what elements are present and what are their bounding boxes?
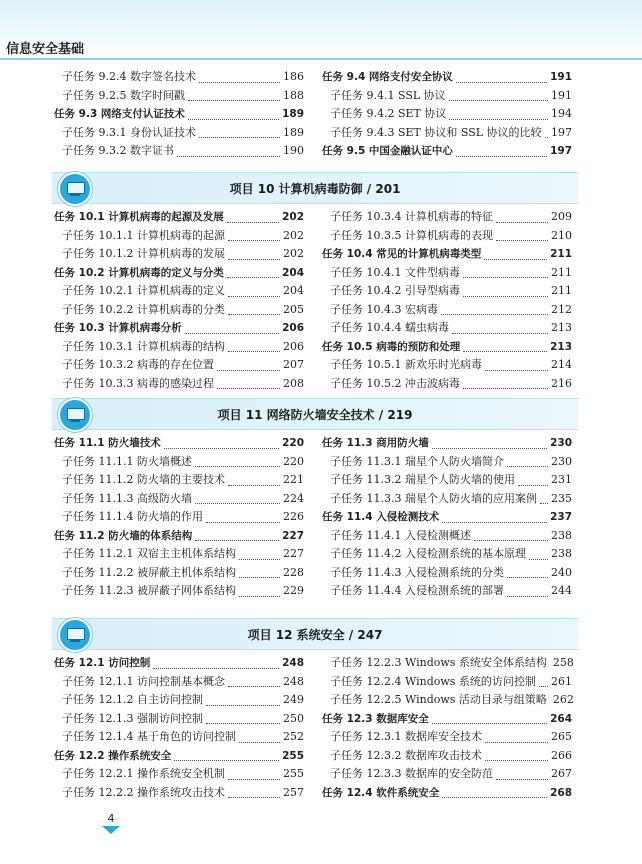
entry-page-number: 248 [282, 657, 304, 669]
toc-task-entry[interactable] [322, 508, 572, 527]
entry-page-number: 237 [550, 511, 572, 523]
dot-leader [474, 530, 548, 541]
dot-leader [153, 658, 279, 669]
entry-label: 子任务 9.2.4 数字签名技术 [62, 70, 196, 83]
toc-subtask-entry[interactable] [54, 710, 304, 729]
entry-label: 子任务 12.2.2 操作系统攻击技术 [62, 785, 225, 799]
dot-leader [496, 212, 548, 223]
entry-page-number: 208 [283, 376, 304, 390]
dot-leader [228, 676, 280, 687]
entry-label: 子任务 11.4.2 入侵检测系统的基本原理 [330, 547, 526, 560]
toc-subtask-entry[interactable] [54, 68, 304, 87]
toc-subtask-entry[interactable] [54, 375, 304, 394]
entry-label: 子任务 9.4.2 SET 协议 [330, 107, 447, 120]
entry-label: 任务 10.3 计算机病毒分析 [54, 322, 182, 334]
entry-label: 任务 12.1 访问控制 [54, 657, 151, 669]
entry-page-number: 264 [550, 712, 572, 725]
dot-leader [206, 713, 280, 724]
dot-leader [228, 787, 280, 798]
toc-subtask-entry[interactable] [322, 582, 572, 601]
toc-column-left [54, 208, 304, 393]
entry-page-number: 261 [551, 674, 572, 688]
dot-leader [507, 567, 548, 578]
toc-task-entry[interactable] [322, 338, 572, 357]
dot-leader [507, 586, 548, 597]
entry-page-number: 258 [552, 656, 574, 669]
entry-page-number: 204 [282, 266, 304, 279]
toc-subtask-entry[interactable] [322, 673, 572, 692]
toc-subtask-entry[interactable] [322, 87, 572, 106]
entry-label: 子任务 9.2.5 数字时间戳 [62, 88, 185, 102]
dot-leader [228, 249, 280, 260]
dot-leader [518, 475, 548, 486]
toc-subtask-entry[interactable] [322, 124, 572, 143]
toc-task-entry[interactable] [54, 434, 304, 453]
dot-leader [452, 323, 548, 334]
entry-page-number: 250 [283, 711, 304, 725]
entry-page-number: 206 [282, 322, 304, 334]
toc-subtask-entry[interactable] [322, 728, 572, 747]
entry-label: 任务 9.5 中国金融认证中心 [322, 145, 453, 157]
toc-subtask-entry[interactable] [54, 453, 304, 472]
entry-page-number: 238 [551, 528, 572, 542]
entry-label: 任务 10.5 病毒的预防和处理 [322, 340, 461, 353]
entry-page-number: 211 [550, 248, 572, 260]
toc-task-entry[interactable] [54, 319, 304, 338]
toc-subtask-entry[interactable] [322, 654, 572, 673]
entry-page-number: 202 [282, 211, 304, 223]
toc-subtask-entry[interactable] [54, 142, 304, 161]
book-title: 信息安全基础 [6, 42, 85, 57]
toc-subtask-entry[interactable] [322, 527, 572, 546]
toc-subtask-entry[interactable] [322, 264, 572, 283]
entry-page-number: 214 [551, 358, 572, 371]
entry-label: 子任务 9.3.2 数字证书 [62, 144, 174, 157]
entry-label: 子任务 10.1.2 计算机病毒的发展 [62, 247, 225, 260]
dot-leader [164, 438, 279, 449]
entry-label: 子任务 10.5.1 新欢乐时光病毒 [330, 358, 482, 371]
entry-label: 子任务 11.3.1 瑞星个人防火墙简介 [330, 454, 504, 468]
dot-leader [174, 750, 279, 761]
entry-label: 子任务 12.1.2 自主访问控制 [62, 693, 203, 706]
dot-leader [177, 146, 280, 157]
entry-label: 子任务 11.2.1 双宿主主机体系结构 [62, 547, 236, 560]
entry-label: 子任务 10.5.2 冲击波病毒 [330, 376, 460, 390]
dot-leader [485, 732, 548, 743]
entry-page-number: 197 [551, 125, 572, 139]
toc-column-right [322, 654, 572, 802]
dot-leader [463, 286, 548, 297]
toc-subtask-entry[interactable] [54, 564, 304, 583]
entry-page-number: 229 [283, 584, 304, 597]
toc-column-left [54, 434, 304, 601]
entry-page-number: 227 [282, 529, 304, 542]
toc-subtask-entry[interactable] [322, 375, 572, 394]
entry-label: 子任务 10.2.1 计算机病毒的定义 [62, 284, 225, 297]
entry-page-number: 202 [283, 228, 304, 242]
toc-subtask-entry[interactable] [322, 564, 572, 583]
entry-page-number: 190 [283, 144, 304, 157]
entry-label: 任务 10.2 计算机病毒的定义与分类 [54, 266, 224, 279]
dot-leader [485, 360, 548, 371]
entry-page-number: 191 [551, 88, 572, 102]
dot-leader [463, 378, 548, 389]
toc-task-entry[interactable] [322, 710, 572, 729]
entry-page-number: 257 [283, 785, 304, 799]
entry-label: 任务 9.3 网络支付认证技术 [54, 108, 185, 120]
dot-leader [449, 109, 548, 120]
toc-task-entry[interactable] [322, 784, 572, 803]
toc-subtask-entry[interactable] [322, 319, 572, 338]
entry-label: 子任务 9.4.1 SSL 协议 [330, 88, 446, 102]
entry-page-number: 255 [283, 767, 304, 780]
entry-page-number: 194 [551, 107, 572, 120]
toc-subtask-entry[interactable] [54, 545, 304, 564]
entry-label: 子任务 9.4.3 SET 协议和 SSL 协议的比较 [330, 125, 542, 139]
project-title: 项目 12 系统安全 / 247 [247, 628, 383, 642]
toc-subtask-entry[interactable] [322, 208, 572, 227]
page-number: 4 [107, 812, 115, 825]
entry-label: 子任务 10.4.1 文件型病毒 [330, 265, 460, 279]
dot-leader [485, 750, 548, 761]
dot-leader [217, 378, 280, 389]
entry-page-number: 235 [551, 491, 572, 505]
entry-label: 子任务 10.1.1 计算机病毒的起源 [62, 228, 225, 242]
toc-subtask-entry[interactable] [54, 691, 304, 710]
entry-page-number: 207 [283, 358, 304, 371]
toc-subtask-entry[interactable] [54, 784, 304, 803]
entry-page-number: 255 [282, 749, 304, 762]
entry-label: 任务 9.4 网络支付安全协议 [322, 71, 453, 83]
entry-page-number: 267 [551, 767, 572, 780]
toc-subtask-entry[interactable] [322, 282, 572, 301]
entry-label: 子任务 10.3.4 计算机病毒的特征 [330, 210, 493, 223]
toc-subtask-entry[interactable] [54, 301, 304, 320]
toc-subtask-entry[interactable] [54, 673, 304, 692]
dot-leader [185, 323, 279, 334]
toc-task-entry[interactable] [54, 654, 304, 673]
toc-subtask-entry[interactable] [54, 490, 304, 509]
toc-subtask-entry[interactable] [54, 728, 304, 747]
dot-leader [228, 286, 280, 297]
toc-subtask-entry[interactable] [322, 356, 572, 375]
toc-task-entry[interactable] [54, 747, 304, 766]
computer-monitor-icon [58, 398, 92, 432]
entry-label: 子任务 11.2.3 被屏蔽子网体系结构 [62, 584, 236, 597]
toc-subtask-entry[interactable] [322, 453, 572, 472]
entry-page-number: 228 [283, 565, 304, 579]
entry-page-number: 238 [551, 547, 572, 560]
entry-page-number: 231 [551, 473, 572, 486]
project-banner [52, 172, 578, 204]
entry-label: 子任务 12.3.2 数据库攻击技术 [330, 748, 482, 762]
entry-page-number: 213 [550, 340, 572, 353]
entry-page-number: 226 [283, 510, 304, 523]
toc-subtask-entry[interactable] [322, 747, 572, 766]
toc-task-entry[interactable] [322, 245, 572, 264]
entry-label: 子任务 9.3.1 身份认证技术 [62, 125, 196, 139]
entry-page-number: 220 [283, 454, 304, 468]
dot-leader [227, 212, 279, 223]
toc-task-entry[interactable] [322, 142, 572, 161]
toc-subtask-entry[interactable] [322, 105, 572, 124]
dot-leader [228, 304, 280, 315]
toc-task-entry[interactable] [54, 208, 304, 227]
toc-task-entry[interactable] [54, 527, 304, 546]
entry-label: 子任务 12.3.1 数据库安全技术 [330, 730, 482, 743]
dot-leader [228, 475, 280, 486]
toc-subtask-entry[interactable] [322, 227, 572, 246]
entry-label: 子任务 11.1.3 高级防火墙 [62, 491, 192, 505]
page-marker-triangle-icon [102, 826, 120, 834]
dot-leader [496, 230, 548, 241]
project-title: 项目 10 计算机病毒防御 / 201 [229, 182, 401, 196]
dot-leader [449, 90, 548, 101]
dot-leader [199, 127, 280, 138]
dot-leader [239, 567, 280, 578]
toc-subtask-entry[interactable] [322, 765, 572, 784]
project-title: 项目 11 网络防火墙安全技术 / 219 [217, 408, 413, 422]
project-banner [52, 618, 578, 650]
entry-label: 子任务 10.3.1 计算机病毒的结构 [62, 339, 225, 353]
toc-subtask-entry[interactable] [54, 245, 304, 264]
entry-page-number: 216 [551, 376, 572, 390]
entry-page-number: 221 [283, 473, 304, 486]
entry-page-number: 227 [283, 547, 304, 560]
dot-leader [463, 341, 547, 352]
toc-subtask-entry[interactable] [54, 471, 304, 490]
entry-page-number: 211 [551, 265, 572, 279]
dot-leader [239, 549, 280, 560]
dot-leader [432, 713, 547, 724]
entry-label: 子任务 11.1.1 防火墙概述 [62, 454, 192, 468]
dot-leader [195, 493, 280, 504]
toc-subtask-entry[interactable] [54, 124, 304, 143]
toc-subtask-entry[interactable] [54, 765, 304, 784]
entry-page-number: 268 [550, 786, 572, 799]
toc-task-entry[interactable] [54, 105, 304, 124]
entry-page-number: 206 [283, 339, 304, 353]
entry-page-number: 189 [282, 108, 304, 120]
dot-leader [195, 456, 280, 467]
computer-monitor-icon [58, 172, 92, 206]
entry-label: 子任务 11.4.3 入侵检测系统的分类 [330, 565, 504, 579]
entry-page-number: 209 [551, 210, 572, 223]
entry-page-number: 252 [283, 730, 304, 743]
dot-leader [217, 360, 280, 371]
dot-leader [206, 512, 280, 523]
dot-leader [441, 304, 548, 315]
toc-column-right [322, 434, 572, 601]
entry-label: 子任务 12.1.1 访问控制基本概念 [62, 674, 225, 688]
toc-subtask-entry[interactable] [54, 582, 304, 601]
header-rule [0, 58, 642, 60]
toc-subtask-entry[interactable] [54, 338, 304, 357]
entry-label: 任务 11.1 防火墙技术 [54, 437, 161, 449]
entry-label: 子任务 10.3.2 病毒的存在位置 [62, 358, 214, 371]
entry-label: 子任务 10.3.5 计算机病毒的表现 [330, 228, 493, 242]
entry-label: 子任务 12.2.5 Windows 活动目录与组策略 [330, 693, 547, 706]
entry-page-number: 249 [283, 693, 304, 706]
entry-label: 任务 11.4 入侵检测技术 [322, 511, 440, 523]
entry-page-number: 205 [283, 302, 304, 316]
entry-label: 子任务 11.1.4 防火墙的作用 [62, 510, 203, 523]
entry-label: 子任务 12.1.3 强制访问控制 [62, 711, 203, 725]
entry-page-number: 204 [283, 284, 304, 297]
entry-label: 任务 12.2 操作系统安全 [54, 749, 172, 762]
toc-subtask-entry[interactable] [54, 87, 304, 106]
entry-page-number: 266 [551, 748, 572, 762]
toc-column-left [54, 68, 304, 161]
entry-label: 子任务 12.3.3 数据库的安全防范 [330, 767, 493, 780]
dot-leader [206, 695, 280, 706]
toc-subtask-entry[interactable] [54, 508, 304, 527]
entry-label: 任务 11.2 防火墙的体系结构 [54, 529, 193, 542]
toc-subtask-entry[interactable] [322, 490, 572, 509]
toc-column-right [322, 208, 572, 393]
entry-page-number: 202 [283, 247, 304, 260]
dot-leader [496, 769, 548, 780]
entry-label: 子任务 10.4.4 蠕虫病毒 [330, 321, 449, 334]
dot-leader [228, 230, 280, 241]
toc-subtask-entry[interactable] [322, 471, 572, 490]
dot-leader [442, 787, 547, 798]
toc-task-entry[interactable] [54, 264, 304, 283]
entry-label: 子任务 10.3.3 病毒的感染过程 [62, 376, 214, 390]
dot-leader [456, 146, 547, 157]
entry-page-number: 248 [283, 674, 304, 688]
entry-page-number: 265 [551, 730, 572, 743]
toc-task-entry[interactable] [322, 68, 572, 87]
entry-label: 子任务 12.2.3 Windows 系统安全体系结构 [330, 656, 547, 669]
entry-page-number: 191 [550, 71, 572, 83]
entry-page-number: 212 [551, 302, 572, 316]
dot-leader [239, 732, 280, 743]
page-footer [101, 812, 121, 834]
entry-label: 子任务 12.2.4 Windows 系统的访问控制 [330, 674, 536, 688]
dot-leader [239, 586, 280, 597]
entry-label: 子任务 11.3.2 瑞星个人防火墙的使用 [330, 473, 515, 486]
entry-label: 任务 10.1 计算机病毒的起源及发展 [54, 211, 224, 223]
toc-column-right [322, 68, 572, 161]
toc-task-entry[interactable] [322, 434, 572, 453]
entry-page-number: 230 [551, 454, 572, 468]
dot-leader [529, 549, 548, 560]
dot-leader [188, 109, 279, 120]
entry-label: 子任务 11.1.2 防火墙的主要技术 [62, 473, 225, 486]
dot-leader [539, 676, 548, 687]
entry-page-number: 224 [283, 491, 304, 505]
entry-label: 任务 12.3 数据库安全 [322, 712, 429, 725]
entry-page-number: 262 [552, 693, 574, 706]
entry-page-number: 210 [551, 228, 572, 242]
entry-label: 子任务 10.2.2 计算机病毒的分类 [62, 302, 225, 316]
entry-page-number: 186 [283, 70, 304, 83]
entry-page-number: 189 [283, 125, 304, 139]
entry-label: 任务 10.4 常见的计算机病毒类型 [322, 248, 482, 260]
dot-leader [228, 341, 280, 352]
entry-page-number: 213 [551, 321, 572, 334]
toc-subtask-entry[interactable] [54, 282, 304, 301]
dot-leader [540, 493, 548, 504]
dot-leader [456, 72, 547, 83]
entry-label: 子任务 12.2.1 操作系统安全机制 [62, 767, 225, 780]
entry-label: 子任务 12.1.4 基于角色的访问控制 [62, 730, 236, 743]
entry-page-number: 188 [283, 88, 304, 102]
dot-leader [545, 127, 548, 138]
dot-leader [195, 530, 279, 541]
toc-subtask-entry[interactable] [322, 301, 572, 320]
dot-leader [199, 72, 280, 83]
toc-subtask-entry[interactable] [322, 545, 572, 564]
dot-leader [432, 438, 547, 449]
entry-label: 任务 11.3 商用防火墙 [322, 437, 429, 449]
toc-subtask-entry[interactable] [322, 691, 572, 710]
toc-subtask-entry[interactable] [54, 227, 304, 246]
dot-leader [188, 90, 280, 101]
entry-page-number: 240 [551, 565, 572, 579]
entry-label: 子任务 10.4.2 引导型病毒 [330, 284, 460, 297]
entry-label: 子任务 11.3.3 瑞星个人防火墙的应用案例 [330, 491, 537, 505]
entry-page-number: 230 [550, 437, 572, 449]
entry-label: 子任务 10.4.3 宏病毒 [330, 302, 438, 316]
dot-leader [227, 267, 279, 278]
entry-label: 子任务 11.4.4 入侵检测系统的部署 [330, 584, 504, 597]
dot-leader [484, 249, 547, 260]
entry-page-number: 244 [551, 584, 572, 597]
entry-page-number: 197 [550, 145, 572, 157]
dot-leader [442, 512, 547, 523]
project-banner [52, 398, 578, 430]
computer-monitor-icon [58, 618, 92, 652]
entry-label: 任务 12.4 软件系统安全 [322, 786, 440, 799]
entry-label: 子任务 11.2.2 被屏蔽主机体系结构 [62, 565, 236, 579]
dot-leader [228, 769, 280, 780]
entry-label: 子任务 11.4.1 入侵检测概述 [330, 528, 471, 542]
dot-leader [507, 456, 548, 467]
toc-column-left [54, 654, 304, 802]
dot-leader [463, 267, 548, 278]
toc-subtask-entry[interactable] [54, 356, 304, 375]
entry-page-number: 211 [551, 284, 572, 297]
running-header [0, 0, 642, 60]
entry-page-number: 220 [282, 437, 304, 449]
